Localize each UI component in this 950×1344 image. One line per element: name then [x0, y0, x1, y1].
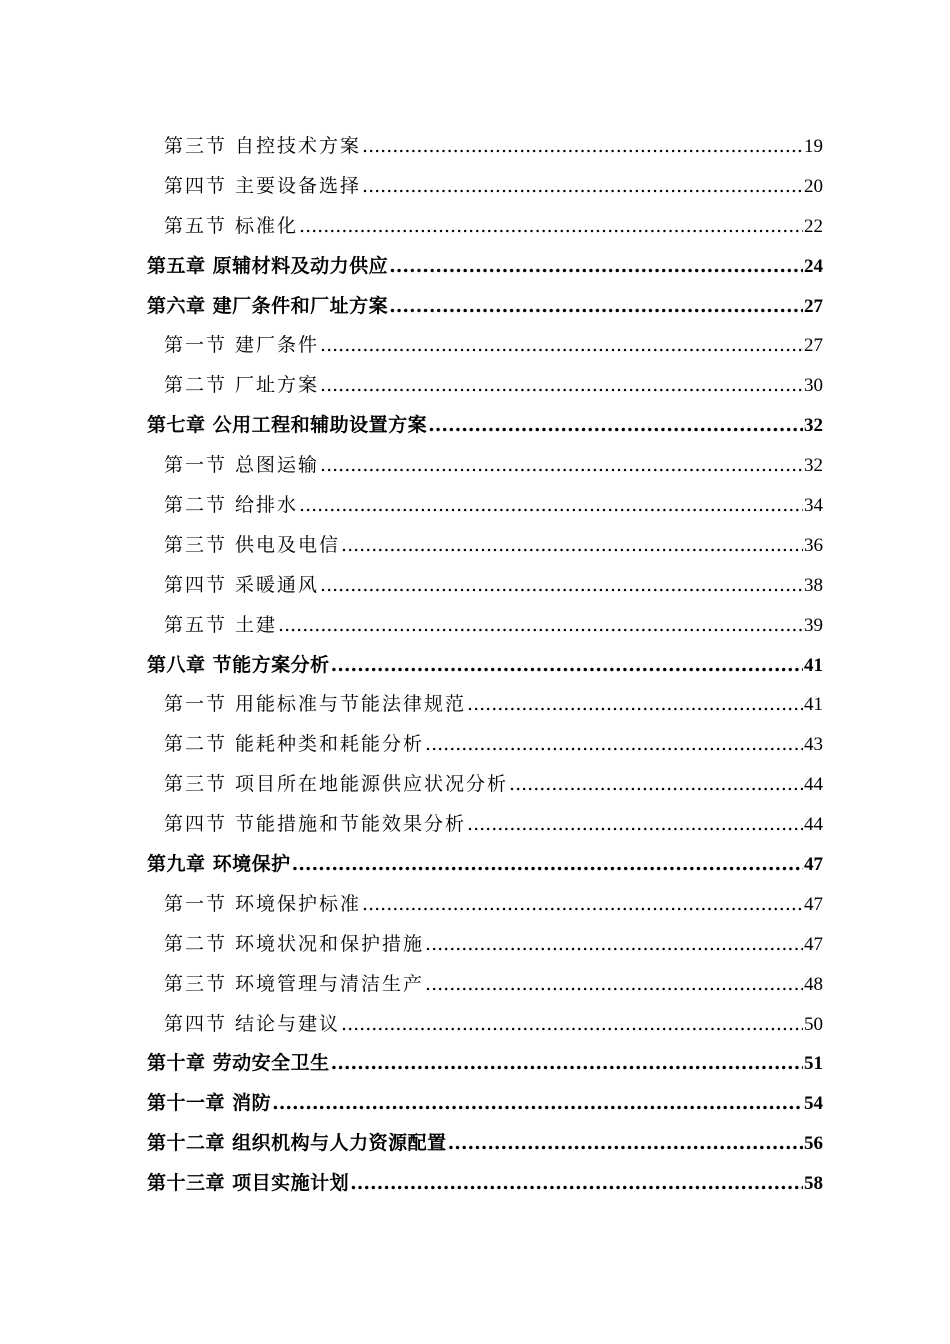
toc-dot-leader	[350, 1164, 803, 1204]
toc-page-number: 39	[804, 614, 823, 636]
toc-dot-leader	[467, 805, 803, 845]
toc-section-entry[interactable]	[147, 207, 823, 247]
toc-page-number: 47	[804, 933, 823, 955]
toc-section-entry[interactable]	[147, 566, 823, 606]
toc-entry-title: 第二节 环境状况和保护措施	[164, 932, 425, 955]
toc-chapter-entry[interactable]	[147, 1124, 823, 1164]
toc-dot-leader	[299, 207, 803, 247]
toc-section-entry[interactable]	[147, 606, 823, 646]
toc-dot-leader	[331, 646, 803, 686]
toc-dot-leader	[320, 366, 803, 406]
toc-entry-title: 第四节 结论与建议	[164, 1012, 341, 1035]
toc-entry-title: 第二节 能耗种类和耗能分析	[164, 733, 425, 756]
toc-section-entry[interactable]	[147, 805, 823, 845]
toc-dot-leader	[341, 526, 803, 566]
toc-page-number: 19	[804, 136, 823, 157]
toc-page-number: 58	[804, 1173, 823, 1195]
toc-chapter-entry[interactable]	[147, 1164, 823, 1204]
toc-dot-leader	[272, 1084, 803, 1124]
toc-page-number: 27	[804, 295, 823, 317]
toc-dot-leader	[448, 1124, 803, 1164]
toc-page-number: 41	[804, 694, 823, 716]
toc-page-number: 43	[804, 734, 823, 756]
toc-section-entry[interactable]	[147, 167, 823, 207]
toc-dot-leader	[320, 326, 803, 366]
toc-section-entry[interactable]	[147, 526, 823, 566]
toc-entry-title: 第四节 主要设备选择	[164, 174, 362, 197]
toc-entry-title: 第五节 标准化	[164, 214, 299, 237]
toc-dot-leader	[320, 446, 803, 486]
toc-page-number: 56	[804, 1133, 823, 1155]
table-of-contents	[147, 127, 823, 1204]
toc-page-number: 20	[804, 175, 823, 197]
toc-entry-title: 第四节 采暖通风	[164, 573, 320, 596]
toc-entry-title: 第二节 厂址方案	[164, 374, 320, 397]
toc-entry-title: 第五章 原辅材料及动力供应	[147, 254, 389, 277]
toc-chapter-entry[interactable]	[147, 406, 823, 446]
toc-section-entry[interactable]	[147, 446, 823, 486]
toc-page-number: 32	[804, 415, 823, 437]
toc-page-number: 38	[804, 574, 823, 596]
toc-entry-title: 第一节 环境保护标准	[164, 892, 362, 915]
toc-dot-leader	[331, 1044, 803, 1084]
toc-chapter-entry[interactable]	[147, 287, 823, 327]
toc-page-number: 44	[804, 774, 823, 796]
toc-dot-leader	[389, 287, 803, 327]
toc-page-number: 30	[804, 375, 823, 397]
toc-section-entry[interactable]	[147, 366, 823, 406]
toc-page-number: 27	[804, 335, 823, 357]
toc-dot-leader	[467, 685, 803, 725]
toc-section-entry[interactable]	[147, 486, 823, 526]
toc-dot-leader	[299, 486, 803, 526]
toc-entry-title: 第五节 土建	[164, 613, 278, 636]
toc-entry-title: 第八章 节能方案分析	[147, 653, 330, 676]
toc-entry-title: 第三节 供电及电信	[164, 533, 341, 556]
toc-dot-leader	[362, 885, 803, 925]
toc-dot-leader	[362, 167, 803, 207]
toc-entry-title: 第四节 节能措施和节能效果分析	[164, 813, 467, 836]
toc-dot-leader	[389, 247, 803, 287]
toc-chapter-entry[interactable]	[147, 247, 823, 287]
toc-page-number: 48	[804, 973, 823, 995]
toc-chapter-entry[interactable]	[147, 1044, 823, 1084]
toc-entry-title: 第十章 劳动安全卫生	[147, 1052, 330, 1075]
toc-dot-leader	[320, 566, 803, 606]
toc-section-entry[interactable]	[147, 326, 823, 366]
toc-entry-title: 第七章 公用工程和辅助设置方案	[147, 414, 428, 437]
toc-dot-leader	[362, 127, 803, 167]
toc-dot-leader	[425, 725, 803, 765]
toc-entry-title: 第九章 环境保护	[147, 853, 291, 876]
toc-page-number: 51	[804, 1053, 823, 1075]
toc-entry-title: 第三节 项目所在地能源供应状况分析	[164, 773, 509, 796]
toc-entry-title: 第十三章 项目实施计划	[147, 1172, 350, 1195]
toc-section-entry[interactable]	[147, 965, 823, 1005]
toc-section-entry[interactable]	[147, 925, 823, 965]
toc-entry-title: 第二节 给排水	[164, 494, 299, 517]
toc-entry-title: 第一节 用能标准与节能法律规范	[164, 693, 467, 716]
toc-section-entry[interactable]	[147, 1005, 823, 1045]
toc-dot-leader	[341, 1005, 803, 1045]
toc-dot-leader	[425, 965, 803, 1005]
toc-page-number: 54	[804, 1093, 823, 1115]
toc-section-entry[interactable]	[147, 685, 823, 725]
toc-section-entry[interactable]	[147, 765, 823, 805]
toc-entry-title: 第十一章 消防	[147, 1092, 272, 1115]
toc-chapter-entry[interactable]	[147, 845, 823, 885]
toc-section-entry[interactable]	[147, 725, 823, 765]
toc-page-number: 22	[804, 215, 823, 237]
toc-entry-title: 第十二章 组织机构与人力资源配置	[147, 1132, 447, 1155]
toc-dot-leader	[509, 765, 803, 805]
toc-dot-leader	[428, 406, 803, 446]
toc-chapter-entry[interactable]	[147, 646, 823, 686]
toc-page-number: 32	[804, 455, 823, 477]
toc-page-number: 50	[804, 1013, 823, 1035]
toc-page-number: 36	[804, 534, 823, 556]
toc-entry-title: 第一节 建厂条件	[164, 334, 320, 357]
toc-page-number: 47	[804, 893, 823, 915]
toc-dot-leader	[278, 606, 803, 646]
toc-page-number: 44	[804, 814, 823, 836]
toc-section-entry[interactable]	[147, 885, 823, 925]
toc-page-number: 47	[804, 854, 823, 876]
toc-entry-title: 第一节 总图运输	[164, 454, 320, 477]
toc-dot-leader	[292, 845, 803, 885]
toc-entry-title: 第三节 环境管理与清洁生产	[164, 972, 425, 995]
toc-section-entry[interactable]	[147, 127, 823, 167]
toc-dot-leader	[425, 925, 803, 965]
toc-chapter-entry[interactable]	[147, 1084, 823, 1124]
toc-page-number: 41	[804, 654, 823, 676]
toc-entry-title: 第三节 自控技术方案	[164, 135, 362, 157]
toc-page-number: 34	[804, 495, 823, 517]
toc-page-number: 24	[804, 255, 823, 277]
toc-entry-title: 第六章 建厂条件和厂址方案	[147, 294, 389, 317]
